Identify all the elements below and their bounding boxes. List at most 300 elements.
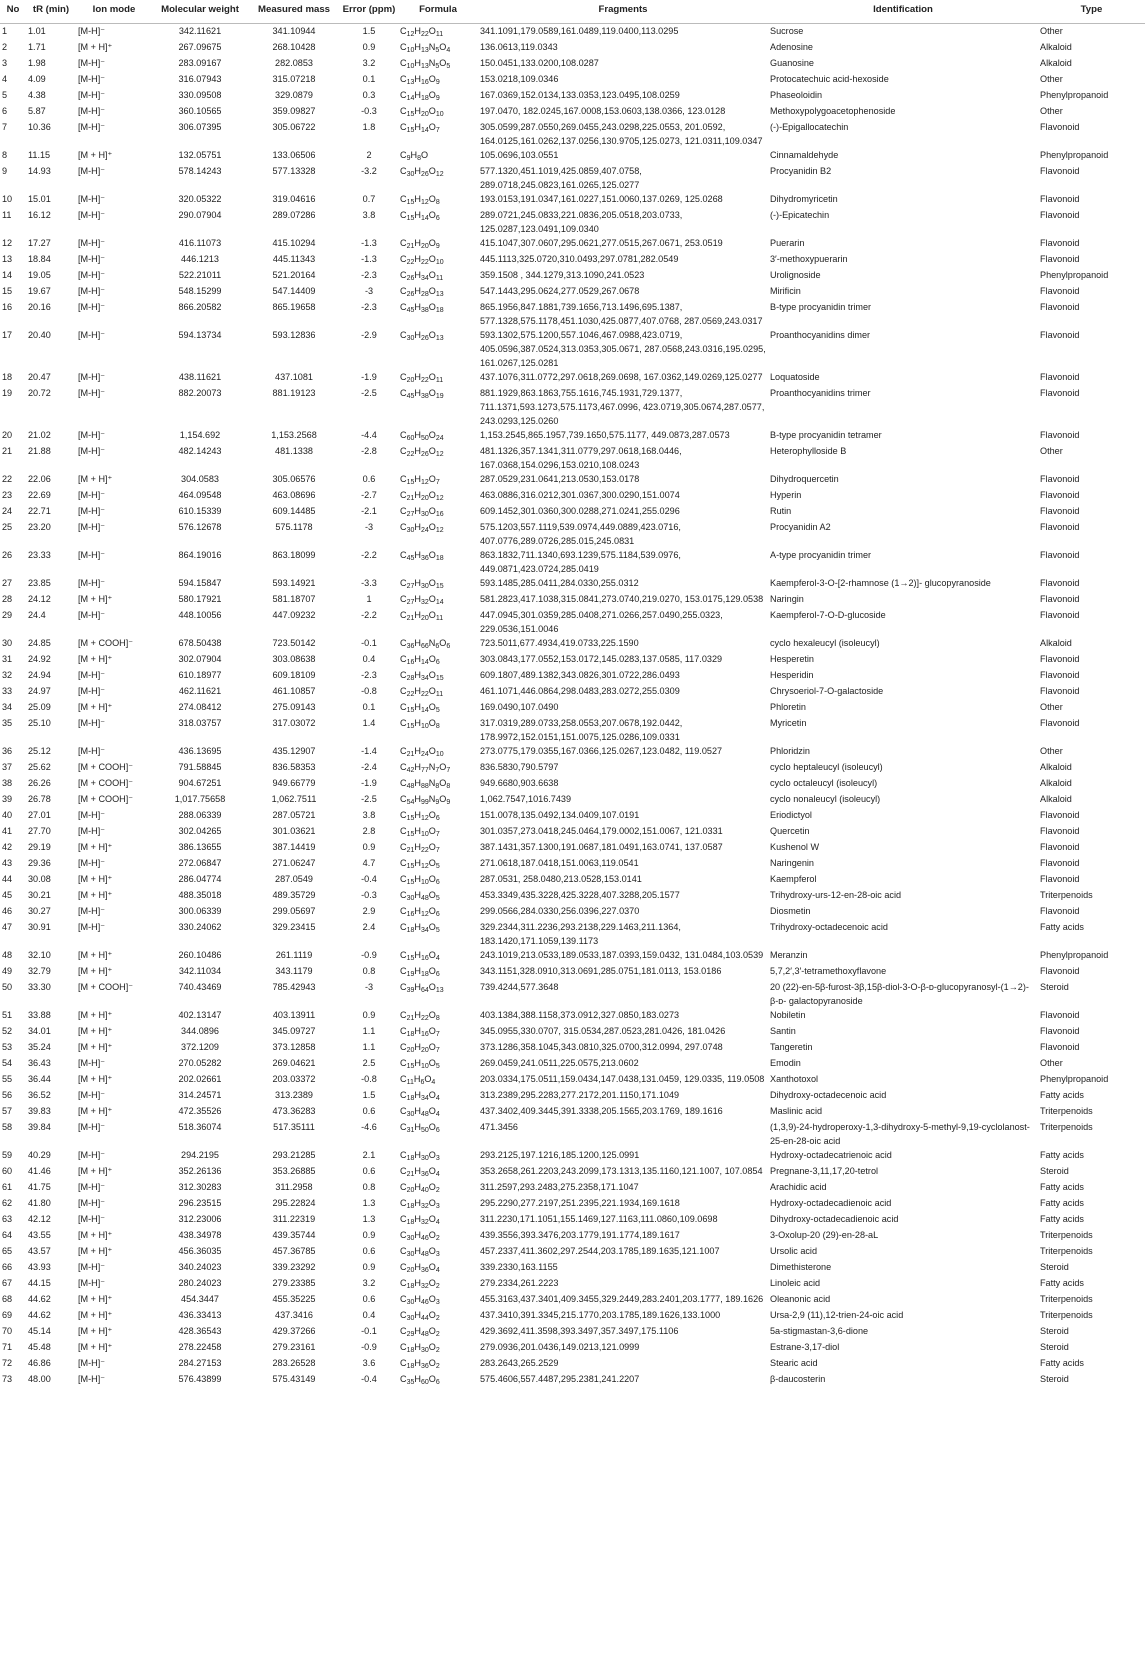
cell-no: 42 [2, 842, 13, 852]
cell-formula: $C_{22}H_{26}O_{12}$ [400, 446, 444, 458]
cell-error: 1.1 [362, 1026, 376, 1036]
table-row [0, 1072, 1145, 1088]
cell-formula: $C_{15}H_{20}O_{10}$ [400, 106, 444, 118]
cell-measured-mass: 279.23161 [272, 1342, 316, 1352]
cell-no: 50 [2, 982, 13, 992]
cell-no: 23 [2, 490, 13, 500]
cell-retention-time: 43.55 [28, 1230, 51, 1240]
cell-retention-time: 23.85 [28, 578, 51, 588]
cell-fragments: 105.0696,103.0551 [480, 150, 559, 160]
header-identification: Identification [768, 0, 1038, 24]
cell-ion-mode: [M + H]⁺ [78, 1166, 113, 1176]
cell-type: Triterpenoids [1040, 1246, 1093, 1256]
table-row [0, 236, 1145, 252]
cell-measured-mass: 293.21285 [272, 1150, 316, 1160]
table-row [0, 776, 1145, 792]
table-row [0, 872, 1145, 888]
cell-formula: $C_{18}H_{34}O_5$ [400, 922, 440, 934]
cell-formula: $C_{18}H_{32}O_2$ [400, 1278, 440, 1290]
cell-no: 15 [2, 286, 13, 296]
cell-error: -4.6 [361, 1122, 377, 1132]
cell-ion-mode: [M-H]⁻ [78, 810, 106, 820]
cell-fragments: 269.0459,241.0511,225.0575,213.0602 [480, 1058, 639, 1068]
cell-fragments: 279.0936,201.0436,149.0213,121.0999 [480, 1342, 640, 1352]
cell-no: 33 [2, 686, 13, 696]
cell-type: Flavonoid [1040, 122, 1080, 132]
cell-fragments: 329.2344,311.2236,293.2138,229.1463,211.1364, 183.1420,171.1059,139.1173 [480, 922, 681, 946]
cell-identification: cyclo hexaleucyl (isoleucyl) [770, 638, 880, 648]
cell-no: 6 [2, 106, 8, 116]
cell-no: 39 [2, 794, 13, 804]
cell-retention-time: 24.85 [28, 638, 51, 648]
cell-ion-mode: [M + COOH]⁻ [78, 762, 134, 772]
cell-retention-time: 25.62 [28, 762, 51, 772]
cell-ion-mode: [M-H]⁻ [78, 106, 106, 116]
cell-measured-mass: 359.09827 [272, 106, 316, 116]
cell-retention-time: 25.09 [28, 702, 51, 712]
cell-measured-mass: 287.05721 [272, 810, 316, 820]
cell-no: 65 [2, 1246, 13, 1256]
cell-error: 0.6 [362, 1166, 376, 1176]
cell-identification: Naringenin [770, 858, 814, 868]
cell-identification: Estrane-3,17-diol [770, 1342, 840, 1352]
cell-ion-mode: [M-H]⁻ [78, 746, 106, 756]
cell-type: Flavonoid [1040, 826, 1080, 836]
cell-identification: Oleanonic acid [770, 1294, 831, 1304]
cell-formula: $C_{30}H_{48}O_4$ [400, 1106, 440, 1118]
cell-no: 48 [2, 950, 13, 960]
cell-molecular-weight: 330.09508 [178, 90, 222, 100]
cell-ion-mode: [M + H]⁺ [78, 1026, 113, 1036]
cell-type: Flavonoid [1040, 430, 1080, 440]
cell-formula: $C_{15}H_{12}O_7$ [400, 474, 440, 486]
cell-fragments: 437.3402,409.3445,391.3338,205.1565,203.1769, 189.1616 [480, 1106, 723, 1116]
cell-retention-time: 19.05 [28, 270, 51, 280]
cell-fragments: 373.1286,358.1045,343.0810,325.0700,312.0994, 297.0748 [480, 1042, 723, 1052]
cell-molecular-weight: 290.07904 [178, 210, 222, 220]
cell-retention-time: 23.33 [28, 550, 51, 560]
cell-type: Steroid [1040, 1374, 1069, 1384]
cell-type: Flavonoid [1040, 906, 1080, 916]
cell-no: 11 [2, 210, 12, 220]
cell-formula: $C_{27}H_{30}O_{15}$ [400, 578, 444, 590]
cell-retention-time: 20.40 [28, 330, 51, 340]
cell-fragments: 193.0153,191.0347,161.0227,151.0060,137.0269, 125.0268 [480, 194, 723, 204]
cell-measured-mass: 341.10944 [272, 26, 316, 36]
cell-molecular-weight: 576.12678 [178, 522, 222, 532]
cell-fragments: 481.1326,357.1341,311.0779,297.0618,168.0446, 167.0368,154.0296,153.0210,108.0243 [480, 446, 682, 470]
cell-retention-time: 19.67 [28, 286, 51, 296]
cell-no: 55 [2, 1074, 13, 1084]
table-row [0, 948, 1145, 964]
cell-molecular-weight: 416.11073 [178, 238, 222, 248]
cell-error: 0.4 [362, 1310, 376, 1320]
header-error: Error (ppm) [340, 0, 398, 24]
cell-measured-mass: 133.06506 [272, 150, 316, 160]
cell-error: 1.1 [362, 1042, 376, 1052]
cell-identification: Dihydroquercetin [770, 474, 839, 484]
cell-molecular-weight: 312.30283 [178, 1182, 222, 1192]
cell-identification: Urolignoside [770, 270, 821, 280]
cell-identification: Kushenol W [770, 842, 820, 852]
cell-measured-mass: 609.14485 [272, 506, 316, 516]
table-row [0, 576, 1145, 592]
cell-retention-time: 14.93 [28, 166, 51, 176]
cell-type: Fatty acids [1040, 1278, 1084, 1288]
table-row [0, 856, 1145, 872]
cell-no: 18 [2, 372, 13, 382]
cell-identification: (-)-Epigallocatechin [770, 122, 849, 132]
cell-retention-time: 24.94 [28, 670, 51, 680]
cell-identification: Dihydromyricetin [770, 194, 838, 204]
cell-no: 34 [2, 702, 13, 712]
cell-fragments: 150.0451,133.0200,108.0287 [480, 58, 599, 68]
cell-measured-mass: 282.0853 [275, 58, 313, 68]
cell-no: 25 [2, 522, 13, 532]
cell-type: Alkaloid [1040, 638, 1072, 648]
cell-no: 63 [2, 1214, 13, 1224]
cell-error: 1.5 [362, 1090, 376, 1100]
cell-ion-mode: [M + H]⁺ [78, 42, 113, 52]
cell-fragments: 609.1452,301.0360,300.0288,271.0241,255.0296 [480, 506, 680, 516]
cell-type: Other [1040, 1058, 1063, 1068]
cell-molecular-weight: 580.17921 [178, 594, 222, 604]
cell-measured-mass: 517.35111 [273, 1122, 315, 1132]
table-row [0, 24, 1145, 41]
cell-ion-mode: [M-H]⁻ [78, 506, 106, 516]
cell-ion-mode: [M-H]⁻ [78, 578, 106, 588]
table-row [0, 1260, 1145, 1276]
cell-no: 67 [2, 1278, 13, 1288]
cell-ion-mode: [M-H]⁻ [78, 1122, 106, 1132]
cell-fragments: 169.0490,107.0490 [480, 702, 559, 712]
cell-no: 70 [2, 1326, 13, 1336]
cell-ion-mode: [M-H]⁻ [78, 330, 106, 340]
table-row [0, 1308, 1145, 1324]
cell-identification: Arachidic acid [770, 1182, 827, 1192]
table-row [0, 284, 1145, 300]
cell-measured-mass: 415.10294 [272, 238, 316, 248]
header-molecular-weight: Molecular weight [152, 0, 248, 24]
cell-no: 45 [2, 890, 13, 900]
table-row [0, 684, 1145, 700]
cell-molecular-weight: 594.15847 [178, 578, 222, 588]
cell-ion-mode: [M + COOH]⁻ [78, 778, 134, 788]
cell-identification: Dihydroxy-octadecadienoic acid [770, 1214, 899, 1224]
cell-no: 20 [2, 430, 13, 440]
cell-no: 71 [2, 1342, 13, 1352]
cell-no: 59 [2, 1150, 13, 1160]
cell-type: Steroid [1040, 1262, 1069, 1272]
cell-ion-mode: [M-H]⁻ [78, 166, 106, 176]
cell-ion-mode: [M + H]⁺ [78, 874, 113, 884]
cell-ion-mode: [M + H]⁺ [78, 1042, 113, 1052]
cell-retention-time: 43.93 [28, 1262, 51, 1272]
cell-ion-mode: [M + H]⁺ [78, 890, 113, 900]
cell-identification: Hesperidin [770, 670, 814, 680]
cell-identification: Pregnane-3,11,17,20-tetrol [770, 1166, 879, 1176]
cell-no: 27 [2, 578, 13, 588]
cell-retention-time: 48.00 [28, 1374, 51, 1384]
cell-measured-mass: 299.05697 [272, 906, 316, 916]
cell-no: 12 [2, 238, 13, 248]
cell-identification: cyclo heptaleucyl (isoleucyl) [770, 762, 883, 772]
table-row [0, 386, 1145, 428]
cell-molecular-weight: 428.36543 [178, 1326, 222, 1336]
cell-fragments: 279.2334,261.2223 [480, 1278, 559, 1288]
cell-identification: Meranzin [770, 950, 808, 960]
cell-identification: Adenosine [770, 42, 813, 52]
cell-ion-mode: [M-H]⁻ [78, 1278, 106, 1288]
cell-error: -0.3 [361, 106, 377, 116]
cell-identification: Stearic acid [770, 1358, 818, 1368]
cell-molecular-weight: 296.23515 [178, 1198, 222, 1208]
cell-retention-time: 4.38 [28, 90, 46, 100]
cell-measured-mass: 311.2958 [275, 1182, 313, 1192]
cell-ion-mode: [M-H]⁻ [78, 26, 106, 36]
cell-retention-time: 25.10 [28, 718, 51, 728]
cell-no: 26 [2, 550, 13, 560]
cell-identification: Trihydroxy-octadecenoic acid [770, 922, 888, 932]
table-row [0, 888, 1145, 904]
cell-retention-time: 11.15 [28, 150, 51, 160]
cell-molecular-weight: 456.36035 [178, 1246, 222, 1256]
cell-no: 47 [2, 922, 13, 932]
cell-no: 9 [2, 166, 8, 176]
cell-no: 58 [2, 1122, 13, 1132]
table-row [0, 1372, 1145, 1388]
cell-formula: $C_{16}H_{12}O_6$ [400, 906, 440, 918]
cell-identification: Hesperetin [770, 654, 814, 664]
cell-molecular-weight: 318.03757 [178, 718, 222, 728]
cell-retention-time: 39.84 [28, 1122, 51, 1132]
cell-molecular-weight: 438.11621 [178, 372, 222, 382]
cell-molecular-weight: 260.10486 [178, 950, 222, 960]
cell-identification: B-type procyanidin tetramer [770, 430, 882, 440]
cell-identification: Nobiletin [770, 1010, 806, 1020]
cell-type: Flavonoid [1040, 372, 1080, 382]
cell-identification: Phloretin [770, 702, 806, 712]
cell-no: 32 [2, 670, 13, 680]
cell-identification: Protocatechuic acid-hexoside [770, 74, 889, 84]
cell-measured-mass: 609.18109 [272, 670, 316, 680]
cell-type: Triterpenoids [1040, 1294, 1093, 1304]
header-ion-mode: Ion mode [76, 0, 152, 24]
cell-identification: Tangeretin [770, 1042, 813, 1052]
cell-fragments: 429.3692,411.3598,393.3497,357.3497,175.1106 [480, 1326, 679, 1336]
cell-error: -2.2 [361, 610, 377, 620]
cell-ion-mode: [M + H]⁺ [78, 1342, 113, 1352]
cell-fragments: 359.1508 , 344.1279,313.1090,241.0523 [480, 270, 645, 280]
cell-formula: $C_{31}H_{50}O_6$ [400, 1122, 440, 1134]
cell-error: 4.7 [362, 858, 376, 868]
cell-formula: $C_{18}H_{30}O_3$ [400, 1150, 440, 1162]
cell-ion-mode: [M-H]⁻ [78, 286, 106, 296]
cell-fragments: 881.1929,863.1863,755.1616,745.1931,729.1377, 711.1371,593.1273,575.1173,467.0996, 423.0719,305.0674,287.0577, 243.0293,125.0260 [480, 388, 765, 426]
table-row [0, 744, 1145, 760]
cell-molecular-weight: 352.26136 [178, 1166, 222, 1176]
cell-no: 46 [2, 906, 13, 916]
cell-ion-mode: [M-H]⁻ [78, 1262, 106, 1272]
cell-ion-mode: [M-H]⁻ [78, 302, 106, 312]
cell-fragments: 317.0319,289.0733,258.0553,207.0678,192.0442, 178.9972,152.0151,151.0075,125.0286,109.0331 [480, 718, 683, 742]
cell-error: 3.2 [362, 58, 376, 68]
cell-type: Phenylpropanoid [1040, 950, 1109, 960]
cell-ion-mode: [M-H]⁻ [78, 270, 106, 280]
cell-error: 0.9 [362, 42, 376, 52]
cell-retention-time: 30.27 [28, 906, 51, 916]
cell-ion-mode: [M + H]⁺ [78, 702, 113, 712]
cell-formula: $C_{13}H_{16}O_9$ [400, 74, 440, 86]
table-row [0, 668, 1145, 684]
cell-identification: Hydroxy-octadecatrienoic acid [770, 1150, 892, 1160]
table-row [0, 1056, 1145, 1072]
cell-ion-mode: [M + H]⁺ [78, 150, 113, 160]
cell-ion-mode: [M-H]⁻ [78, 1182, 106, 1192]
cell-type: Phenylpropanoid [1040, 90, 1109, 100]
cell-ion-mode: [M + H]⁺ [78, 966, 113, 976]
table-row [0, 488, 1145, 504]
cell-error: 1 [366, 594, 372, 604]
cell-measured-mass: 279.23385 [272, 1278, 316, 1288]
cell-no: 2 [2, 42, 8, 52]
table-row [0, 1008, 1145, 1024]
cell-identification: Phaseoloidin [770, 90, 823, 100]
cell-no: 37 [2, 762, 13, 772]
cell-identification: Guanosine [770, 58, 814, 68]
cell-no: 17 [2, 330, 13, 340]
cell-error: -4.4 [361, 430, 377, 440]
cell-retention-time: 25.12 [28, 746, 51, 756]
cell-retention-time: 26.26 [28, 778, 51, 788]
cell-type: Flavonoid [1040, 238, 1080, 248]
cell-no: 29 [2, 610, 13, 620]
cell-fragments: 593.1485,285.0411,284.0330,255.0312 [480, 578, 639, 588]
cell-error: -0.4 [361, 874, 377, 884]
cell-measured-mass: 339.23292 [272, 1262, 316, 1272]
cell-identification: Procyanidin A2 [770, 522, 831, 532]
cell-molecular-weight: 278.22458 [178, 1342, 222, 1352]
cell-molecular-weight: 610.18977 [178, 670, 222, 680]
cell-ion-mode: [M-H]⁻ [78, 1090, 106, 1100]
cell-identification: 3-Oxolup-20 (29)-en-28-aL [770, 1230, 879, 1240]
cell-retention-time: 44.15 [28, 1278, 51, 1288]
cell-ion-mode: [M-H]⁻ [78, 718, 106, 728]
cell-ion-mode: [M-H]⁻ [78, 550, 106, 560]
cell-formula: $C_{39}H_{64}O_{13}$ [400, 982, 444, 994]
cell-no: 61 [2, 1182, 13, 1192]
cell-formula: $C_{20}H_{36}O_4$ [400, 1262, 440, 1274]
cell-ion-mode: [M-H]⁻ [78, 372, 106, 382]
cell-error: 0.3 [362, 90, 376, 100]
table-row [0, 252, 1145, 268]
cell-ion-mode: [M + H]⁺ [78, 474, 113, 484]
cell-molecular-weight: 288.06339 [178, 810, 222, 820]
cell-fragments: 471.3456 [480, 1122, 518, 1132]
cell-type: Triterpenoids [1040, 1122, 1093, 1132]
cell-retention-time: 1.71 [28, 42, 46, 52]
cell-retention-time: 17.27 [28, 238, 51, 248]
cell-fragments: 439.3556,393.3476,203.1779,191.1774,189.1617 [480, 1230, 680, 1240]
cell-molecular-weight: 791.58845 [178, 762, 222, 772]
cell-retention-time: 22.06 [28, 474, 51, 484]
cell-error: 0.1 [362, 702, 376, 712]
cell-formula: $C_{27}H_{32}O_{14}$ [400, 594, 444, 606]
cell-fragments: 151.0078,135.0492,134.0409,107.0191 [480, 810, 640, 820]
cell-error: 0.7 [362, 194, 376, 204]
cell-identification: Dimethisterone [770, 1262, 832, 1272]
cell-formula: $C_{15}H_{10}O_8$ [400, 718, 440, 730]
cell-ion-mode: [M-H]⁻ [78, 610, 106, 620]
cell-error: -1.9 [361, 778, 377, 788]
cell-retention-time: 35.24 [28, 1042, 51, 1052]
cell-retention-time: 18.84 [28, 254, 51, 264]
cell-formula: $C_{14}H_{18}O_9$ [400, 90, 440, 102]
cell-measured-mass: 461.10857 [272, 686, 316, 696]
cell-retention-time: 42.12 [28, 1214, 51, 1224]
table-row [0, 520, 1145, 548]
cell-fragments: 455.3163,437.3401,409.3455,329.2449,283.2401,203.1777, 189.1626 [480, 1294, 764, 1304]
cell-fragments: 136.0613,119.0343 [480, 42, 558, 52]
cell-fragments: 575.4606,557.4487,295.2381,241.2207 [480, 1374, 640, 1384]
table-row [0, 300, 1145, 328]
cell-retention-time: 15.01 [28, 194, 51, 204]
cell-measured-mass: 287.0549 [275, 874, 313, 884]
table-row [0, 40, 1145, 56]
cell-molecular-weight: 464.09548 [178, 490, 222, 500]
cell-molecular-weight: 548.15299 [178, 286, 222, 296]
cell-molecular-weight: 304.0583 [181, 474, 219, 484]
cell-error: -3.3 [361, 578, 377, 588]
cell-molecular-weight: 283.09167 [178, 58, 222, 68]
cell-fragments: 313.2389,295.2283,277.2172,201.1150,171.1049 [480, 1090, 680, 1100]
cell-fragments: 723.5011,677.4934,419.0733,225.1590 [480, 638, 639, 648]
table-row [0, 444, 1145, 472]
cell-retention-time: 24.92 [28, 654, 51, 664]
table-row [0, 904, 1145, 920]
cell-error: 0.4 [362, 654, 376, 664]
cell-formula: $C_{20}H_{22}O_{11}$ [400, 372, 444, 384]
cell-measured-mass: 437.1081 [275, 372, 313, 382]
cell-error: 3.2 [362, 1278, 376, 1288]
cell-identification: Phloridzin [770, 746, 810, 756]
cell-ion-mode: [M + H]⁺ [78, 1230, 113, 1240]
cell-identification: 20 (22)-en-5β-furost-3β,15β-diol-3-O-β-ᴅ-glucopyranosyl-(1→2)-β-ᴅ- galactopyranoside [770, 982, 1029, 1006]
cell-type: Other [1040, 26, 1063, 36]
cell-no: 43 [2, 858, 13, 868]
cell-type: Flavonoid [1040, 166, 1080, 176]
cell-ion-mode: [M + H]⁺ [78, 1246, 113, 1256]
cell-ion-mode: [M-H]⁻ [78, 522, 106, 532]
cell-formula: $C_{30}H_{48}O_3$ [400, 1246, 440, 1258]
cell-measured-mass: 447.09232 [272, 610, 316, 620]
cell-error: 0.9 [362, 1262, 376, 1272]
cell-fragments: 403.1384,388.1158,373.0912,327.0850,183.0273 [480, 1010, 680, 1020]
cell-identification: Dihydroxy-octadecenoic acid [770, 1090, 887, 1100]
cell-identification: Rutin [770, 506, 792, 516]
cell-identification: Ursolic acid [770, 1246, 817, 1256]
cell-fragments: 547.1443,295.0624,277.0529,267.0678 [480, 286, 640, 296]
table-row [0, 1104, 1145, 1120]
table-row [0, 964, 1145, 980]
cell-measured-mass: 581.18707 [272, 594, 316, 604]
cell-measured-mass: 1,153.2568 [271, 430, 317, 440]
cell-retention-time: 32.10 [28, 950, 51, 960]
cell-molecular-weight: 312.23006 [178, 1214, 222, 1224]
cell-no: 21 [2, 446, 13, 456]
cell-no: 66 [2, 1262, 13, 1272]
cell-error: 2.1 [362, 1150, 376, 1160]
